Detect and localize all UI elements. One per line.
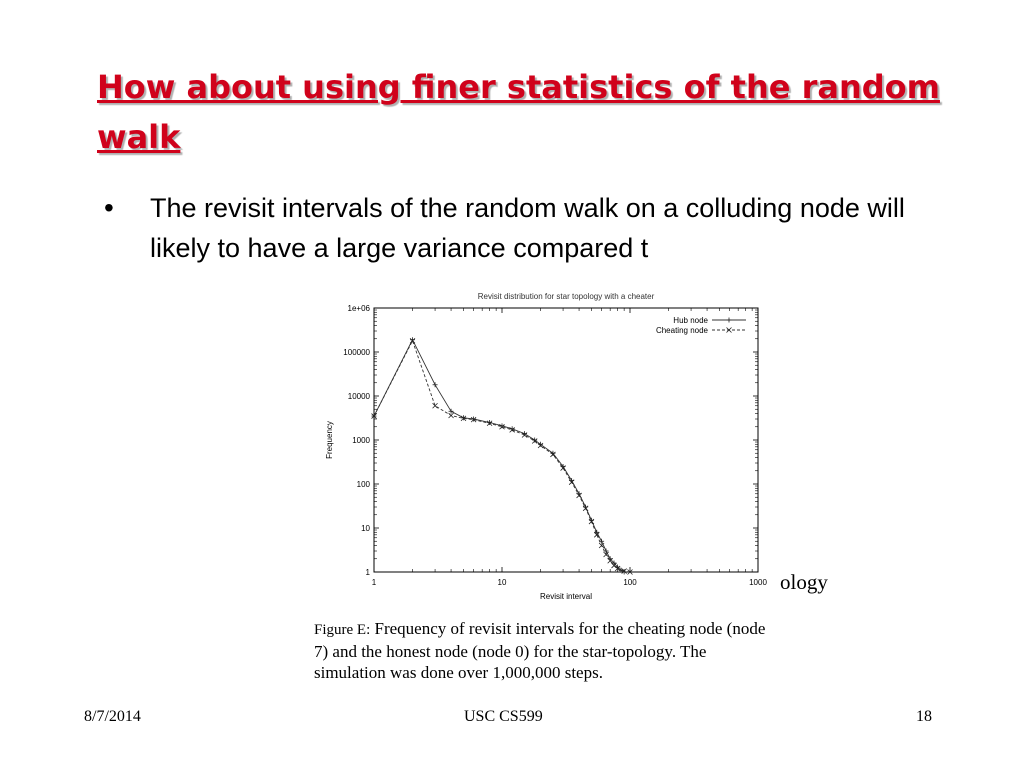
x-tick-label: 1000 (749, 578, 767, 587)
occluded-text: ology (780, 570, 828, 594)
footer-course: USC CS599 (464, 708, 543, 725)
y-tick-label: 100000 (343, 348, 370, 357)
y-axis-label: Frequency (325, 421, 334, 459)
legend-label: Cheating node (655, 326, 708, 335)
bullet-marker: • (104, 192, 114, 223)
series-line-1 (374, 340, 624, 572)
y-tick-label: 1e+06 (347, 304, 370, 313)
footer-page-number: 18 (916, 708, 932, 725)
footer-date: 8/7/2014 (84, 708, 141, 725)
figure-caption (314, 618, 774, 683)
chart-svg (318, 286, 776, 604)
bullet-text: The revisit intervals of the random walk on a colluding node will likely to have a large variance compared t (150, 193, 905, 263)
chart-figure (318, 286, 776, 604)
chart-title: Revisit distribution for star topology with a cheater (477, 292, 655, 301)
x-axis-label: Revisit interval (539, 592, 593, 601)
caption-label: Figure E: (314, 622, 371, 638)
legend-label: Hub node (673, 316, 708, 325)
x-tick-label: 1 (371, 578, 377, 587)
caption-text: Frequency of revisit intervals for the cheating node (node 7) and the honest node (node 0) for the star-topology. The simulation was done over 1,000,000 steps. (314, 619, 766, 682)
x-tick-label: 100 (623, 578, 637, 587)
y-tick-label: 1000 (352, 436, 370, 445)
slide-title: How about using finer statistics of the random walk (97, 68, 940, 156)
y-tick-label: 1 (365, 568, 370, 577)
x-tick-label: 10 (497, 578, 507, 587)
y-tick-label: 10 (361, 524, 370, 533)
y-tick-label: 100 (356, 480, 370, 489)
series-line-2 (374, 341, 630, 572)
y-tick-label: 10000 (347, 392, 370, 401)
plot-frame (374, 308, 758, 572)
